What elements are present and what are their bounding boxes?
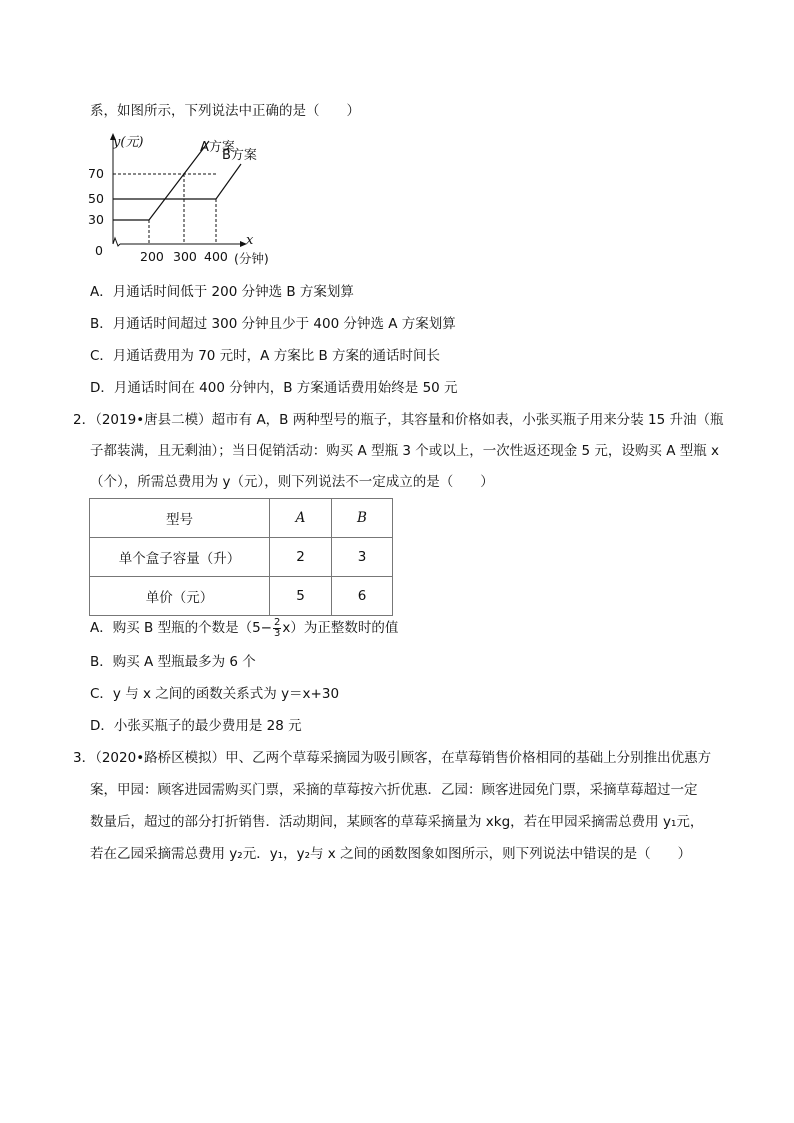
q3-line-4: 若在乙园采摘需总费用 y₂元．y₁，y₂与 x 之间的函数图象如图所示，则下列说法中错误的是（ ）: [90, 846, 692, 862]
axis-break: [113, 238, 120, 246]
plan-b-label: B方案: [222, 148, 257, 163]
y-tick-50: 50: [88, 191, 104, 206]
plan-a-label: A方案: [200, 140, 235, 155]
x-unit-label: (分钟): [234, 251, 269, 266]
fraction-denominator: 3: [273, 627, 281, 639]
q2-table: [89, 498, 393, 616]
table-header-cell: 型号: [90, 499, 270, 538]
y-tick-30: 30: [88, 212, 104, 227]
table-header-cell: B: [332, 499, 393, 538]
q2-option-b: B．购买 A 型瓶最多为 6 个: [90, 654, 256, 670]
q1-option-b: B．月通话时间超过 300 分钟且少于 400 分钟选 A 方案划算: [90, 316, 456, 332]
x-tick-200: 200: [140, 249, 164, 264]
q2-line-1: 2．（2019•唐县二模）超市有 A，B 两种型号的瓶子，其容量和价格如表，小张买瓶子用来分装 15 升油（瓶: [73, 412, 724, 428]
q3-line-1: 3．（2020•路桥区模拟）甲、乙两个草莓采摘园为吸引顾客，在草莓销售价格相同的基础上分别推出优惠方: [73, 750, 712, 766]
line-plan-b: [113, 164, 241, 199]
table-cell: 6: [332, 577, 393, 616]
table-cell: 5: [270, 577, 332, 616]
line-plan-a: [113, 141, 209, 220]
q1-option-a: A．月通话时间低于 200 分钟选 B 方案划算: [90, 284, 354, 300]
q2-line-3: （个），所需总费用为 y（元），则下列说法不一定成立的是（ ）: [90, 474, 494, 490]
q1-option-c: C．月通话费用为 70 元时，A 方案比 B 方案的通话时间长: [90, 348, 441, 364]
q2-option-a: [90, 614, 398, 642]
x-axis-label: x: [246, 233, 254, 248]
table-header-cell: A: [270, 499, 332, 538]
q3-line-3: 数量后，超过的部分打折销售．活动期间，某顾客的草莓采摘量为 xkg，若在甲园采摘需总费用 y₁元，: [90, 814, 704, 830]
y-axis-label: y(元): [113, 135, 144, 150]
q1-intro: 系，如图所示，下列说法中正确的是（ ）: [90, 103, 360, 119]
table-row: [90, 499, 393, 538]
q1-option-d: D．月通话时间在 400 分钟内，B 方案通话费用始终是 50 元: [90, 380, 458, 396]
table-cell: 单个盒子容量（升）: [90, 538, 270, 577]
table-row: [90, 538, 393, 577]
x-tick-300: 300: [173, 249, 197, 264]
q2-line-2: 子都装满，且无剩油）；当日促销活动：购买 A 型瓶 3 个或以上，一次性返还现金 5 元，设购买 A 型瓶 x: [90, 443, 720, 459]
origin-label: 0: [95, 243, 103, 258]
table-cell: 2: [270, 538, 332, 577]
q2-option-a-suffix: x）为正整数时的值: [282, 620, 399, 636]
table-cell: 3: [332, 538, 393, 577]
q2-option-a-prefix: A．购买 B 型瓶的个数是（5−: [90, 620, 272, 636]
table-cell: 单价（元）: [90, 577, 270, 616]
table-row: [90, 577, 393, 616]
y-tick-70: 70: [88, 166, 104, 181]
q2-option-c: C．y 与 x 之间的函数关系式为 y＝x+30: [90, 686, 340, 702]
x-tick-400: 400: [204, 249, 228, 264]
q2-option-d: D．小张买瓶子的最少费用是 28 元: [90, 718, 302, 734]
fraction: [273, 618, 281, 639]
q3-line-2: 案，甲园：顾客进园需购买门票，采摘的草莓按六折优惠．乙园：顾客进园免门票，采摘草莓超过一定: [90, 782, 698, 798]
fraction-numerator: 2: [273, 616, 281, 628]
